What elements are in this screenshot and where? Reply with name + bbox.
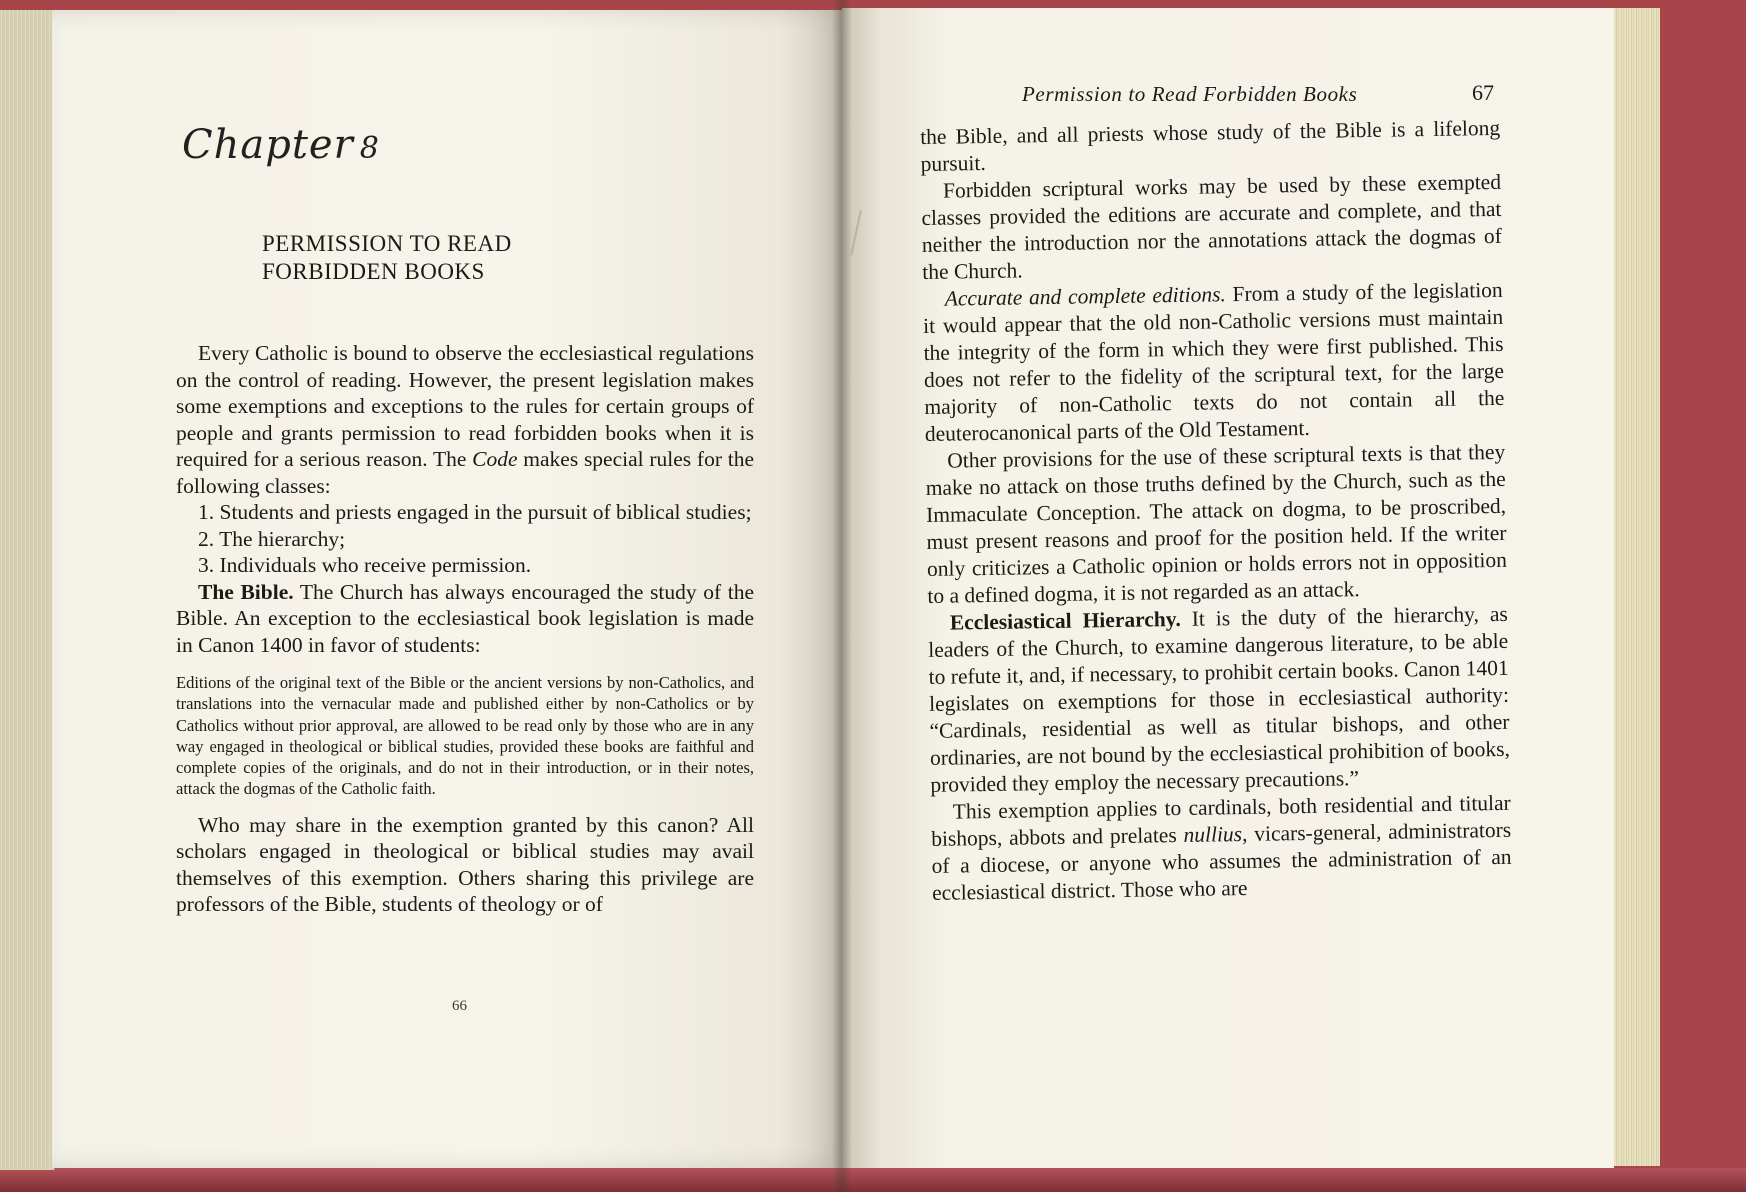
chapter-title-line1: PERMISSION TO READ [262,231,512,256]
bible-paragraph: The Bible. The Church has always encouraged the study of the Bible. An exception to the ecclesiastical book legislation is made in Canon 1400 in favor of students: [176,579,754,657]
page-number-right: 67 [1472,80,1494,105]
chapter-number: 8 [359,131,380,166]
accurate-heading: Accurate and complete editions. [944,282,1227,311]
intro-paragraph: Every Catholic is bound to observe the ecclesiastical regulations on the control of reading. However, the present legislation makes some exemptions and exceptions to the rules for certain groups of people and grants permission to read forbidden books when it is required for a serious reason. The Code makes special rules for the following classes: [176,341,754,498]
left-fore-edge [0,10,55,1170]
chapter-heading [182,122,380,168]
nullius-term: nullius, [1183,821,1248,847]
code-term: Code [472,447,518,471]
running-head: Permission to Read Forbidden Books [1022,82,1358,106]
hierarchy-heading: Ecclesiastical Hierarchy. [949,606,1181,635]
canon-quote: Editions of the original text of the Bible or the ancient versions by non-Catholics, and translations into the vernacular made and published either by non-Catholics or by Catholics without prior approval, are allowed to be read only by those who are in any way engaged in theological or biblical studies, provided these books are faithful and complete copies of the originals, and do not in their introduction, or in their notes, attack the dogmas of the Catholic faith. [176,673,754,799]
chapter-label: Chapter [182,122,354,168]
hierarchy-paragraph: Ecclesiastical Hierarchy. It is the duty of the hierarchy, as leaders of the Church, to examine dangerous literature, to be able to refute it, and, if necessary, to prohibit certain books. Canon 1401 legislates on exemptions for those in ecclesiastical authority: “Cardinals, residential as well as titular bishops, and other ordinaries, are not bound by the ecclesiastical prohibition of books, provided they employ the necessary precautions.” [928,601,1511,797]
chapter-title [262,230,562,286]
book-gutter [832,0,852,1192]
exemption-paragraph: This exemption applies to cardinals, both residential and titular bishops, abbots and prelates nullius, vicars-general, administrators of a diocese, or anyone who assumes the administration of an ecclesiastical district. Those who are [931,790,1512,905]
list-item: 3. Individuals who receive permission. [198,553,532,577]
list-item: 2. The hierarchy; [198,526,346,551]
continued-paragraph: the Bible, and all priests whose study of the Bible is a lifelong pursuit. [920,115,1501,176]
left-page-body [176,340,754,918]
share-paragraph: Who may share in the exemption granted by this canon? All scholars engaged in theological or biblical studies may avail themselves of this exemption. Others sharing this privilege are professors of the Bible, students of theology or of [176,812,754,917]
bible-heading: The Bible. [198,579,294,604]
list-item: 1. Students and priests engaged in the pursuit of biblical studies; [198,500,752,524]
page-number-left: 66 [452,998,467,1014]
accurate-paragraph: Accurate and complete editions. From a study of the legislation it would appear that the old non-Catholic versions must maintain the integrity of the form in which they were first published. This does not refer to the fidelity of the scriptural text, for the large majority of non-Catholic texts do not contain all the deuterocanonical parts of the Old Testament. [922,277,1505,446]
provisions-paragraph: Other provisions for the use of these scriptural texts is that they make no attack on those truths defined by the Church, such as the Immaculate Conception. The attack on dogma, to be proscribed, must present reasons and proof for the position held. If the writer only criticizes a Catholic opinion or holds errors not in opposition to a defined dogma, it is not regarded as an attack. [925,439,1508,608]
right-fore-edge [1612,8,1660,1166]
chapter-title-line2: FORBIDDEN BOOKS [262,259,485,284]
cover-bottom-edge [0,1168,1746,1192]
scriptural-paragraph: Forbidden scriptural works may be used by these exempted classes provided the editions are accurate and complete, and that neither the introduction nor the annotations attack the dogmas of the Church. [921,169,1503,284]
right-page-body [920,115,1512,907]
